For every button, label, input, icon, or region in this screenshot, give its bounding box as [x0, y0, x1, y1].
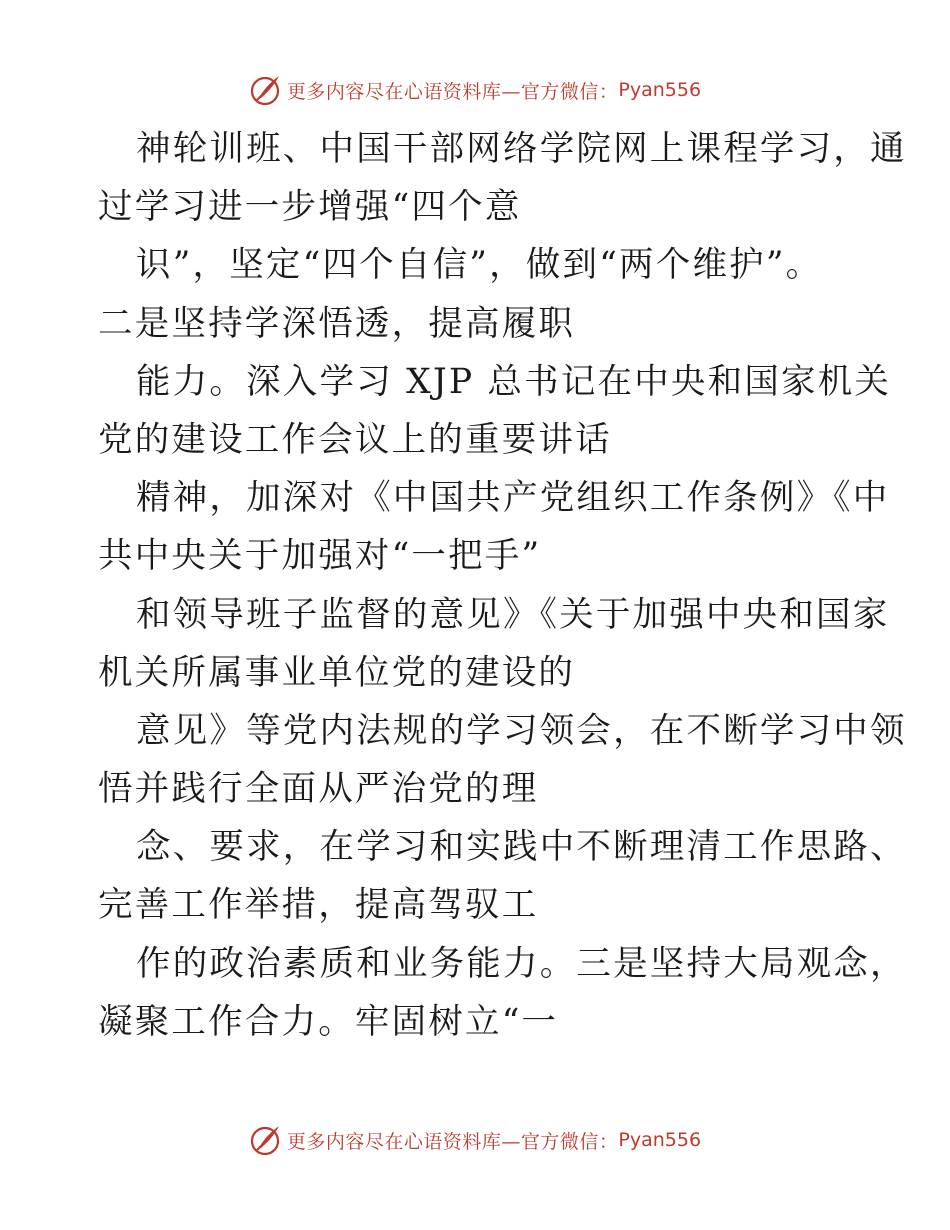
text-line: 悟并践行全面从严治党的理	[98, 769, 539, 810]
text-line: 能力。深入学习 XJP 总书记在中央和国家机关	[136, 361, 892, 402]
text-line: 共中央关于加强对“一把手”	[98, 536, 542, 577]
text-line: 和领导班子监督的意见》《关于加强中央和国家	[136, 594, 890, 635]
text-line: 二是坚持学深悟透，提高履职	[98, 303, 576, 344]
text-line: 识”，坚定“四个自信”，做到“两个维护”。	[136, 245, 823, 286]
text-line: 凝聚工作合力。牢固树立“一	[98, 1001, 559, 1042]
footer-banner	[0, 1120, 950, 1160]
quill-logo-icon	[249, 73, 283, 107]
text-line: 过学习进一步增强“四个意	[98, 187, 522, 228]
text-line: 完善工作举措，提高驾驭工	[98, 885, 539, 926]
header-banner-wechat: Pyan556	[618, 79, 702, 101]
text-line: 念、要求，在学习和实践中不断理清工作思路、	[136, 827, 907, 868]
text-line: 意见》等党内法规的学习领会，在不断学习中领	[136, 710, 907, 751]
text-line: 党的建设工作会议上的重要讲话	[98, 419, 612, 460]
text-line: 精神，加深对《中国共产党组织工作条例》《中	[136, 478, 890, 519]
text-line: 神轮训班、中国干部网络学院网上课程学习，通	[136, 129, 907, 169]
footer-banner-wechat: Pyan556	[618, 1129, 702, 1151]
document-body	[98, 120, 907, 1051]
header-banner	[0, 70, 950, 110]
footer-banner-text: 更多内容尽在心语资料库—官方微信：	[286, 1130, 619, 1153]
quill-logo-icon	[249, 1123, 283, 1157]
text-line: 机关所属事业单位党的建设的	[98, 652, 576, 693]
text-line: 作的政治素质和业务能力。三是坚持大局观念，	[136, 943, 907, 984]
header-banner-text: 更多内容尽在心语资料库—官方微信：	[286, 80, 619, 103]
